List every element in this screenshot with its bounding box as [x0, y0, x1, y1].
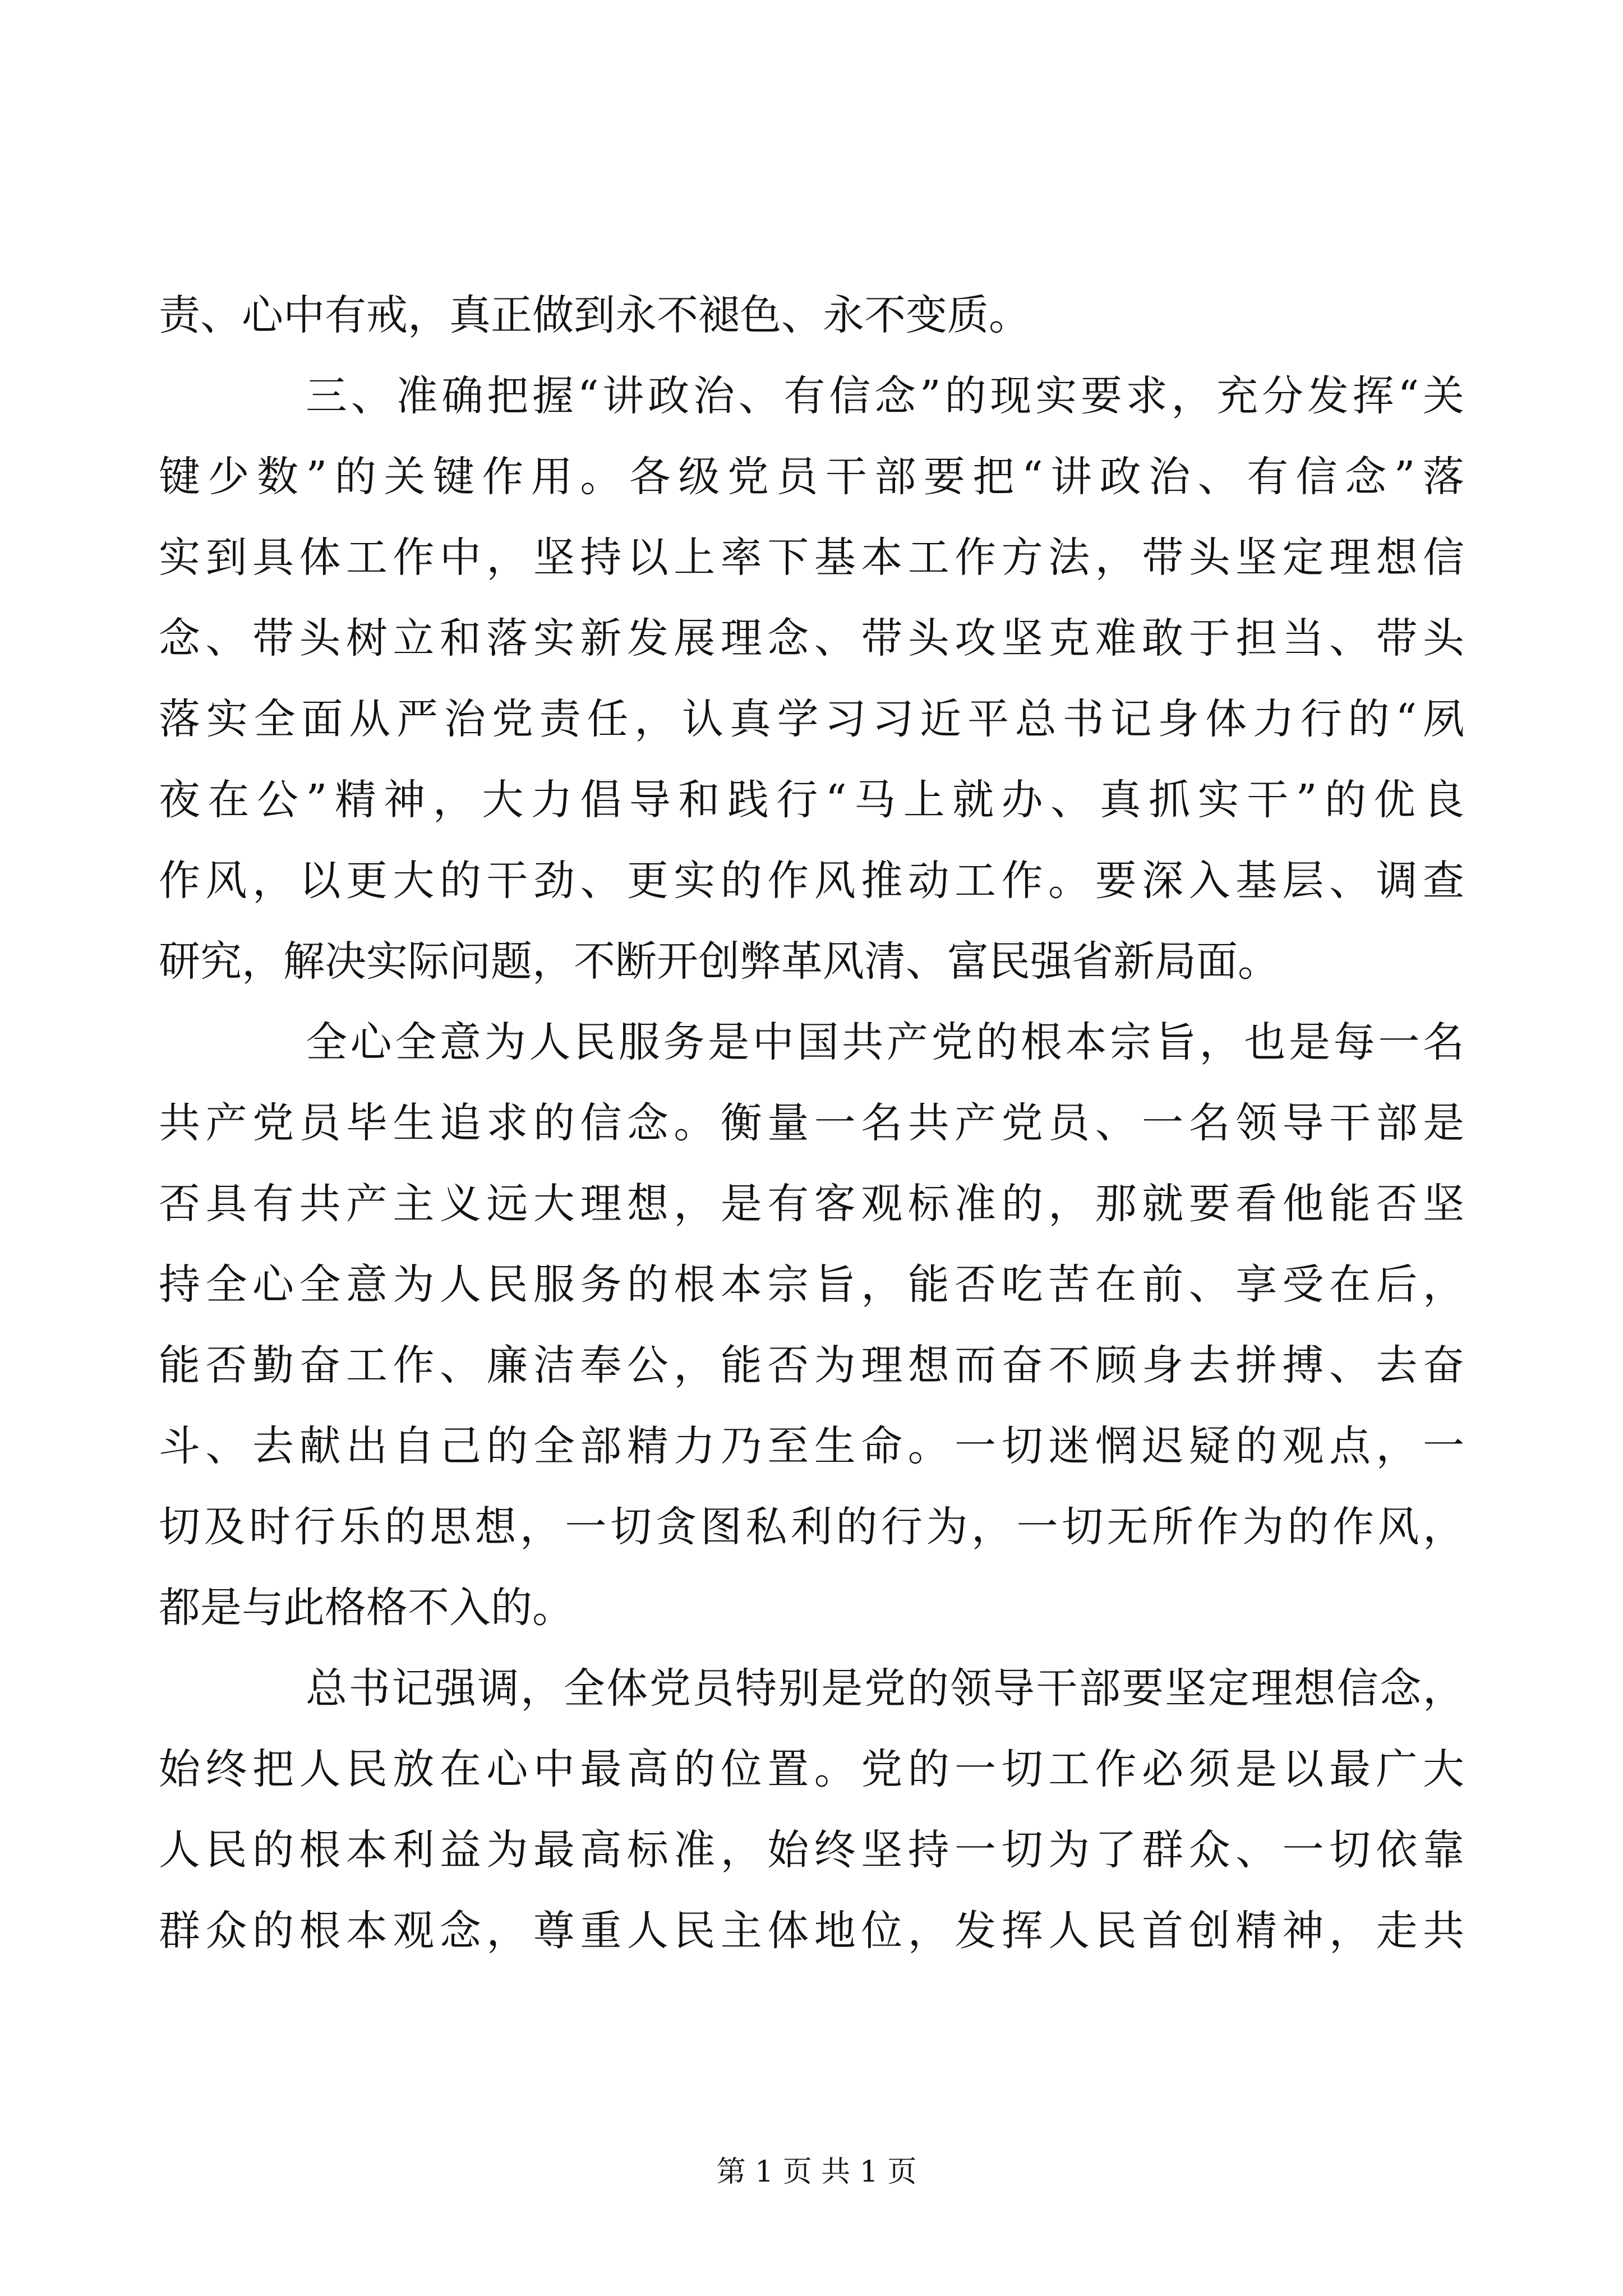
text-line: 三、准确把握“讲政治、有信念”的现实要求，充分发挥“关 [306, 372, 1464, 420]
text-line: 念、带头树立和落实新发展理念、带头攻坚克难敢于担当、带头 [159, 614, 1464, 662]
text-line: 始终把人民放在心中最高的位置。党的一切工作必须是以最广大 [159, 1745, 1464, 1793]
text-line: 都是与此格格不入的。 [159, 1584, 574, 1632]
text-line: 人民的根本利益为最高标准，始终坚持一切为了群众、一切依靠 [159, 1826, 1464, 1874]
page-number-footer: 第 1 页 共 1 页 [716, 2155, 917, 2189]
text-line: 作风，以更大的干劲、更实的作风推动工作。要深入基层、调查 [159, 857, 1464, 905]
text-line: 研究，解决实际问题，不断开创弊革风清、富民强省新局面。 [159, 937, 1279, 986]
text-line: 能否勤奋工作、廉洁奉公，能否为理想而奋不顾身去拼搏、去奋 [159, 1341, 1464, 1389]
text-line: 否具有共产主义远大理想，是有客观标准的，那就要看他能否坚 [159, 1180, 1464, 1228]
text-line: 键少数”的关键作用。各级党员干部要把“讲政治、有信念”落 [159, 453, 1464, 501]
text-line: 总书记强调，全体党员特别是党的领导干部要坚定理想信念， [306, 1664, 1464, 1713]
text-line: 群众的根本观念，尊重人民主体地位，发挥人民首创精神，走共 [159, 1907, 1464, 1955]
text-line: 责、心中有戒，真正做到永不褪色、永不变质。 [159, 291, 1030, 339]
text-line: 斗、去献出自己的全部精力乃至生命。一切迷惘迟疑的观点，一 [159, 1422, 1464, 1470]
text-line: 落实全面从严治党责任，认真学习习近平总书记身体力行的“夙 [159, 695, 1464, 743]
text-line: 持全心全意为人民服务的根本宗旨，能否吃苦在前、享受在后， [159, 1260, 1464, 1309]
text-line: 共产党员毕生追求的信念。衡量一名共产党员、一名领导干部是 [159, 1099, 1464, 1147]
text-line: 切及时行乐的思想，一切贪图私利的行为，一切无所作为的作风， [159, 1503, 1464, 1551]
text-line: 全心全意为人民服务是中国共产党的根本宗旨，也是每一名 [306, 1018, 1464, 1066]
text-line: 夜在公”精神，大力倡导和践行“马上就办、真抓实干”的优良 [159, 776, 1464, 824]
text-line: 实到具体工作中，坚持以上率下基本工作方法，带头坚定理想信 [159, 533, 1464, 582]
